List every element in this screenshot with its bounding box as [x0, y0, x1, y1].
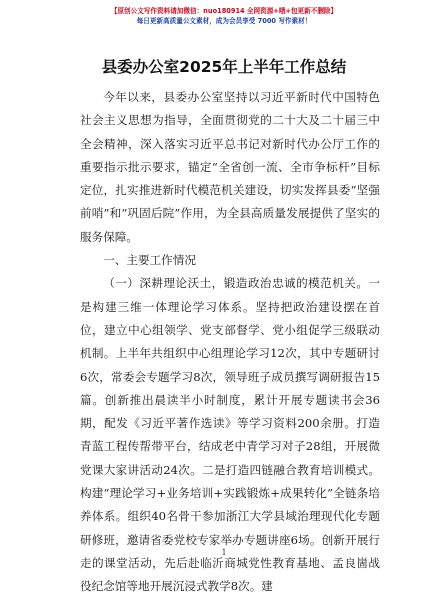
header-banner: [0, 6, 448, 26]
page-number: 1: [221, 548, 227, 557]
body-paragraph: （一）深耕理论沃土，锻造政治忠诚的模范机关。一是构建三维一体理论学习体系。坚持把政治建设摆在首位，建立中心组领学、党支部督学、党小组促学三级联动机制。上半年共组织中心组理论学习12次，其中专题研讨6次，常委会专题学习8次，领导班子成员撰写调研报告15篇。创新推出晨读半小时制度，累计开展专题读书会36期，配发《习近平著作选读》等学习资料200余册。打造青蓝工程传帮带平台，结成老中青学习对子28组，开展微党课大家讲活动24次。二是打造四链融合教育培训模式。构建“理论学习+业务培训+实践锻炼+成果转化”全链条培养体系。组织40名骨干参加浙江大学县域治理现代化专题研修班，邀请省委党校专家举办专题讲座6场。创新开展行走的课堂活动，先后赴临沂商城党性教育基地、孟良崮战役纪念馆等地开展沉浸式教学8次。建: [80, 276, 380, 594]
document-title: 县委办公室2025年上半年工作总结: [101, 58, 347, 76]
intro-paragraph: 今年以来，县委办公室坚持以习近平新时代中国特色社会主义思想为指导，全面贯彻党的二十大及二十届三中全会精神，深入落实习近平总书记对新时代办公厅工作的重要指示批示要求，锚定“全省创一流、全市争标杆”目标定位，扎实推进新时代模范机关建设，切实发挥县委“坚强前哨”和“巩固后院”作用，为全县高质量发展提供了坚实的服务保障。: [80, 90, 380, 244]
banner-line-2: 每日更新高质量公文素材，成为会员享受 7000 写作素材！: [136, 17, 312, 25]
section-heading: 一、主要工作情况: [103, 253, 196, 268]
document-body: [80, 86, 380, 599]
banner-line-1: 【原创公文写作资料请加微信：nuo180914 全网资源+哦+包更新不删除】: [110, 7, 338, 15]
